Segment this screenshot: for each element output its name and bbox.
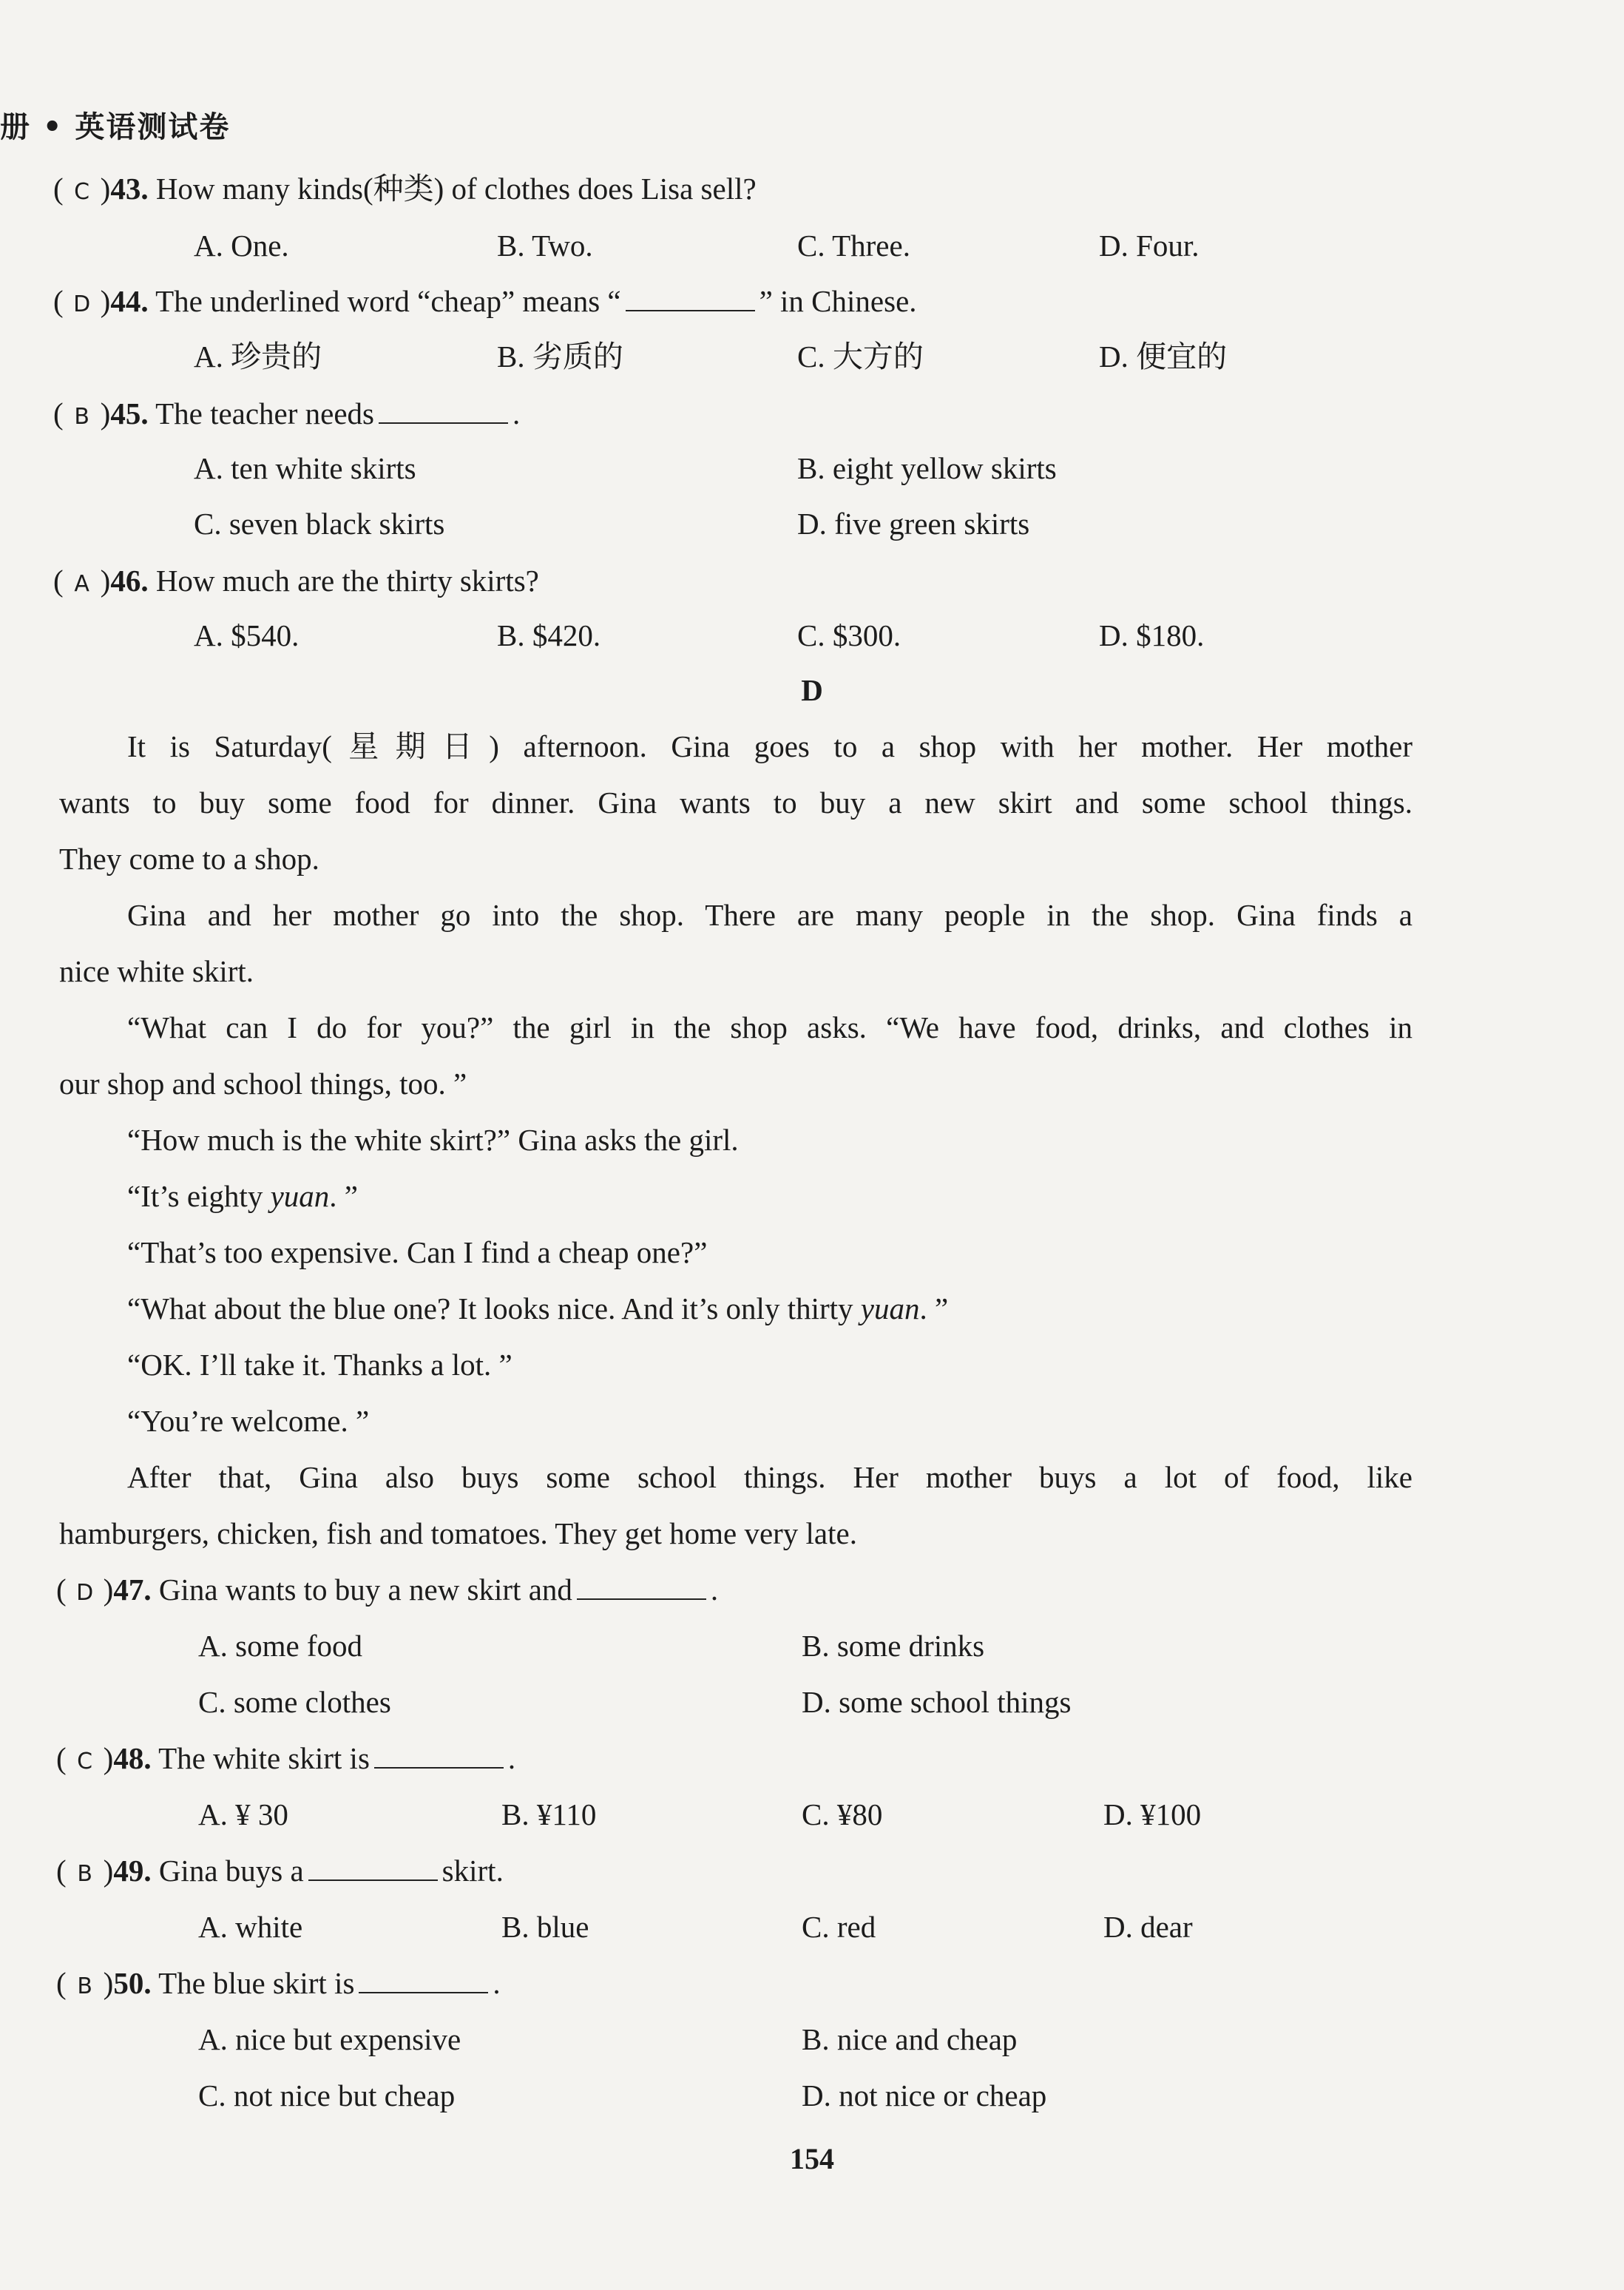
passage-line: “You’re welcome. ” [127,1404,370,1438]
option-49b: B. blue [501,1910,589,1944]
option-48b: B. ¥110 [501,1797,597,1831]
option-46d: D. $180. [1099,618,1205,652]
answer-48: C [77,1749,93,1774]
answer-blank [379,391,508,424]
option-47b: B. some drinks [802,1629,985,1663]
option-45a: A. ten white skirts [194,451,416,485]
passage-line: “What about the blue one? It looks nice. And it’s only thirty yuan. ” [127,1291,949,1325]
option-44c: C. 大方的 [797,340,924,374]
answer-blank [308,1848,438,1881]
option-44b: B. 劣质的 [497,340,623,374]
passage-line: “That’s too expensive. Can I find a cheap one?” [127,1235,708,1269]
question-48: ( C )48. The white skirt is . [0,1732,1624,1784]
answer-45: B [74,404,89,430]
question-47: ( D )47. Gina wants to buy a new skirt and . [0,1564,1624,1615]
option-44a: A. 珍贵的 [194,340,322,374]
passage-line: Gina and her mother go into the shop. There are many people in the shop. Gina finds a [127,898,1412,932]
option-48a: A. ¥ 30 [198,1797,288,1831]
passage-line: wants to buy some food for dinner. Gina wants to buy a new skirt and some school things. [59,786,1412,820]
option-50a: A. nice but expensive [198,2022,461,2056]
passage-line: “How much is the white skirt?” Gina asks the girl. [127,1123,739,1157]
option-47d: D. some school things [802,1685,1072,1719]
option-43b: B. Two. [497,229,593,263]
question-44: ( D )44. The underlined word “cheap” means “ ” in Chinese. [0,275,1624,327]
answer-blank [577,1567,706,1600]
option-45d: D. five green skirts [797,507,1030,541]
option-50b: B. nice and cheap [802,2022,1018,2056]
passage-line: our shop and school things, too. ” [59,1067,467,1101]
page-header: 册 • 英语测试卷 [0,110,231,144]
answer-blank [359,1961,488,1993]
passage-line: “What can I do for you?” the girl in the shop asks. “We have food, drinks, and clothes in [127,1010,1412,1044]
section-title: D [801,673,823,707]
option-50d: D. not nice or cheap [802,2078,1047,2112]
option-45c: C. seven black skirts [194,507,445,541]
option-44d: D. 便宜的 [1099,340,1228,374]
option-43c: C. Three. [797,229,910,263]
answer-44: D [73,291,91,317]
answer-43: C [74,179,90,205]
passage-line: It is Saturday(星期日) afternoon. Gina goes to a shop with her mother. Her mother [127,729,1412,763]
question-43: ( C )43. How many kinds(种类) of clothes does Lisa sell? [0,163,1624,215]
passage-line: “OK. I’ll take it. Thanks a lot. ” [127,1348,512,1382]
passage-line: They come to a shop. [59,842,319,876]
answer-46: A [74,571,89,597]
question-50: ( B )50. The blue skirt is . [0,1957,1624,2009]
answer-49: B [77,1861,92,1887]
option-43a: A. One. [194,229,289,263]
answer-47: D [76,1580,94,1606]
option-49a: A. white [198,1910,303,1944]
option-46b: B. $420. [497,618,601,652]
option-48c: C. ¥80 [802,1797,883,1831]
answer-50: B [77,1973,92,1999]
question-49: ( B )49. Gina buys a skirt. [0,1845,1624,1896]
option-49c: C. red [802,1910,876,1944]
passage-line: hamburgers, chicken, fish and tomatoes. They get home very late. [59,1516,857,1550]
question-46: ( A )46. How much are the thirty skirts? [0,555,1624,607]
option-46c: C. $300. [797,618,901,652]
option-45b: B. eight yellow skirts [797,451,1057,485]
option-47a: A. some food [198,1629,363,1663]
question-45: ( B )45. The teacher needs . [0,388,1624,439]
passage-line: “It’s eighty yuan. ” [127,1179,358,1213]
option-50c: C. not nice but cheap [198,2078,456,2112]
answer-blank [374,1736,504,1769]
option-47c: C. some clothes [198,1685,391,1719]
option-48d: D. ¥100 [1103,1797,1202,1831]
option-49d: D. dear [1103,1910,1193,1944]
answer-blank [626,279,755,311]
page-number: 154 [790,2142,834,2175]
passage-line: nice white skirt. [59,954,254,988]
option-46a: A. $540. [194,618,300,652]
option-43d: D. Four. [1099,229,1200,263]
passage-line: After that, Gina also buys some school things. Her mother buys a lot of food, like [127,1460,1412,1494]
